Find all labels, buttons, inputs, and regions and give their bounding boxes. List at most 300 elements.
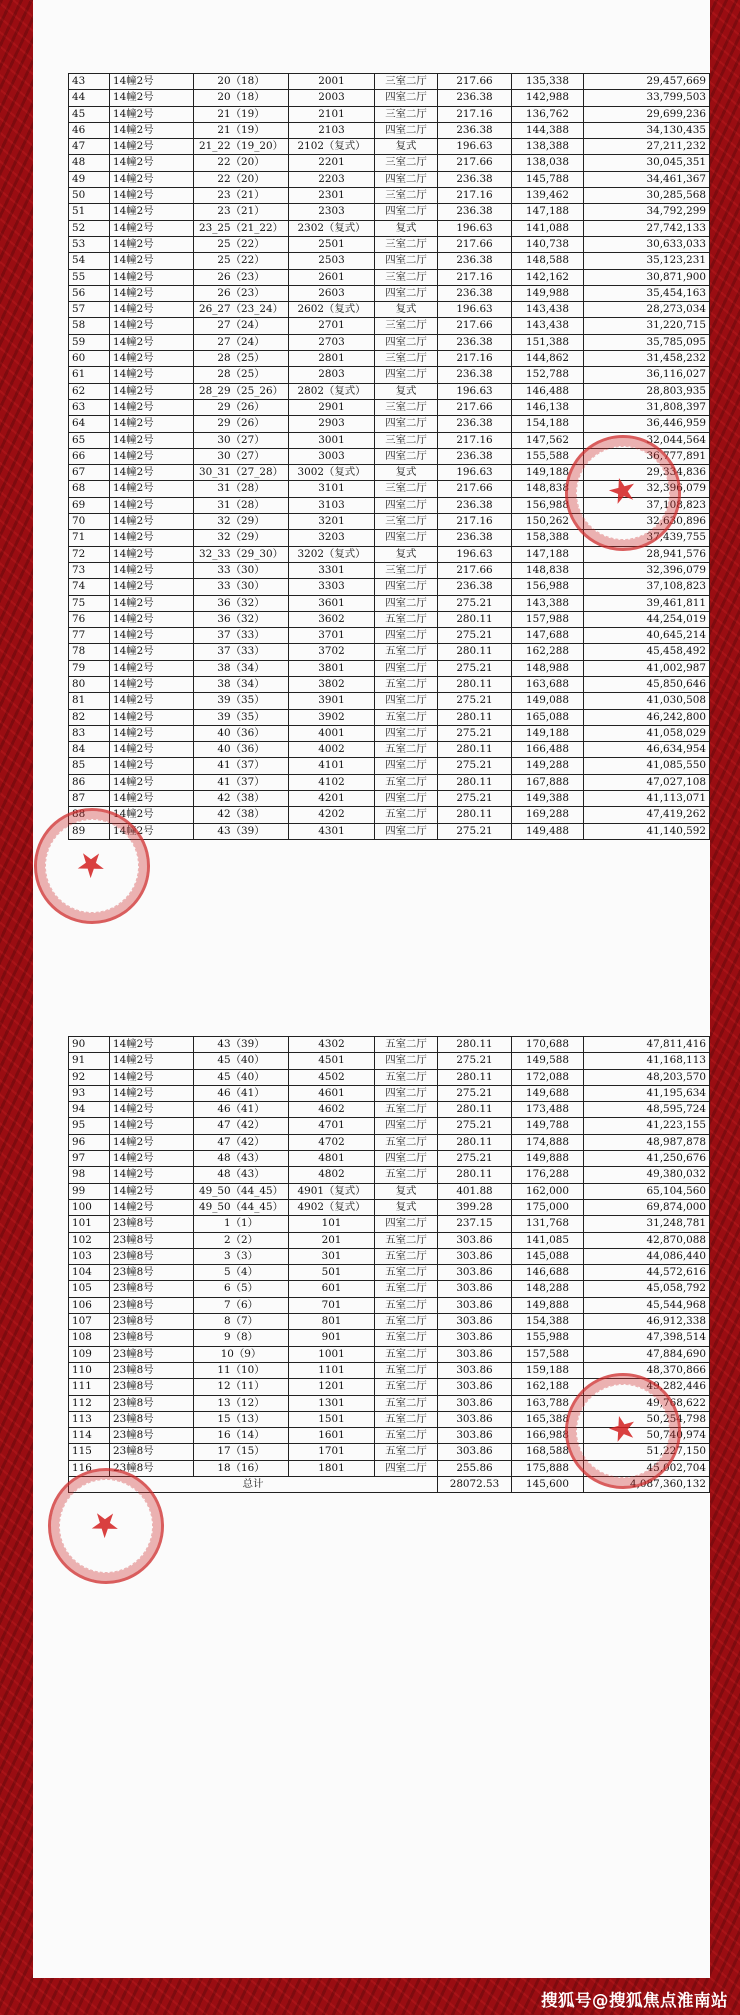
table-cell: 158,388	[512, 530, 584, 546]
table-row	[69, 1069, 710, 1085]
table-cell: 41（37）	[194, 758, 289, 774]
table-cell: 255.86	[438, 1460, 512, 1476]
table-cell: 3301	[289, 562, 375, 578]
table-cell: 41,195,634	[584, 1085, 710, 1101]
table-cell: 104	[69, 1265, 110, 1281]
table-cell: 217.16	[438, 188, 512, 204]
table-cell: 14幢2号	[110, 660, 194, 676]
table-row	[69, 90, 710, 106]
table-cell: 三室二厅	[375, 562, 438, 578]
table-cell: 75	[69, 595, 110, 611]
table-cell: 14幢2号	[110, 122, 194, 138]
table-cell: 45（40）	[194, 1069, 289, 1085]
table-cell: 25（22）	[194, 236, 289, 252]
table-cell: 17（15）	[194, 1444, 289, 1460]
table-cell: 101	[289, 1216, 375, 1232]
table-cell: 303.86	[438, 1428, 512, 1444]
table-cell: 236.38	[438, 285, 512, 301]
table-cell: 14幢2号	[110, 497, 194, 513]
total-cell: 28072.53	[438, 1477, 512, 1493]
table-cell: 29,457,669	[584, 74, 710, 90]
table-cell: 四室二厅	[375, 285, 438, 301]
table-cell: 四室二厅	[375, 660, 438, 676]
table-cell: 149,488	[512, 823, 584, 839]
table-cell: 23幢8号	[110, 1428, 194, 1444]
table-cell: 32（29）	[194, 530, 289, 546]
table-cell: 14幢2号	[110, 595, 194, 611]
table-cell: 45,458,492	[584, 644, 710, 660]
table-cell: 111	[69, 1379, 110, 1395]
table-cell: 41,058,029	[584, 725, 710, 741]
table-cell: 147,562	[512, 432, 584, 448]
table-cell: 139,462	[512, 188, 584, 204]
table-cell: 149,988	[512, 285, 584, 301]
table-cell: 3202（复式）	[289, 546, 375, 562]
table-cell: 14幢2号	[110, 628, 194, 644]
table-row	[69, 1183, 710, 1199]
table-cell: 236.38	[438, 530, 512, 546]
table-cell: 109	[69, 1346, 110, 1362]
table-row	[69, 791, 710, 807]
table-cell: 48（43）	[194, 1151, 289, 1167]
table-cell: 43（39）	[194, 823, 289, 839]
table-cell: 201	[289, 1232, 375, 1248]
table-cell: 28（25）	[194, 367, 289, 383]
table-cell: 五室二厅	[375, 1444, 438, 1460]
table-cell: 五室二厅	[375, 1281, 438, 1297]
table-cell: 四室二厅	[375, 1085, 438, 1101]
table-cell: 37（33）	[194, 644, 289, 660]
table-cell: 32,396,079	[584, 481, 710, 497]
table-cell: 303.86	[438, 1330, 512, 1346]
table-cell: 22（20）	[194, 155, 289, 171]
table-cell: 303.86	[438, 1379, 512, 1395]
table-cell: 1301	[289, 1395, 375, 1411]
table-cell: 141,085	[512, 1232, 584, 1248]
table-cell: 217.66	[438, 562, 512, 578]
table-cell: 36（32）	[194, 611, 289, 627]
table-row	[69, 1102, 710, 1118]
table-cell: 1601	[289, 1428, 375, 1444]
table-cell: 36,116,027	[584, 367, 710, 383]
table-row	[69, 1118, 710, 1134]
table-cell: 156,988	[512, 497, 584, 513]
table-cell: 29,334,836	[584, 465, 710, 481]
table-cell: 44	[69, 90, 110, 106]
table-cell: 14幢2号	[110, 758, 194, 774]
table-cell: 16（14）	[194, 1428, 289, 1444]
table-cell: 80	[69, 676, 110, 692]
table-cell: 3902	[289, 709, 375, 725]
table-cell: 116	[69, 1460, 110, 1476]
table-cell: 46,912,338	[584, 1314, 710, 1330]
table-cell: 2201	[289, 155, 375, 171]
table-cell: 14幢2号	[110, 155, 194, 171]
table-cell: 47,811,416	[584, 1037, 710, 1053]
table-cell: 3601	[289, 595, 375, 611]
table-cell: 217.66	[438, 399, 512, 415]
table-cell: 14幢2号	[110, 302, 194, 318]
table-cell: 23幢8号	[110, 1444, 194, 1460]
table-cell: 280.11	[438, 774, 512, 790]
table-row	[69, 693, 710, 709]
table-cell: 23幢8号	[110, 1395, 194, 1411]
table-cell: 275.21	[438, 1151, 512, 1167]
table-cell: 五室二厅	[375, 1379, 438, 1395]
table-row	[69, 236, 710, 252]
table-cell: 14幢2号	[110, 399, 194, 415]
table-cell: 280.11	[438, 1167, 512, 1183]
table-cell: 36（32）	[194, 595, 289, 611]
table-cell: 14幢2号	[110, 74, 194, 90]
table-cell: 280.11	[438, 1102, 512, 1118]
table-cell: 5（4）	[194, 1265, 289, 1281]
table-cell: 复式	[375, 465, 438, 481]
table-cell: 47,419,262	[584, 807, 710, 823]
table-cell: 26（23）	[194, 269, 289, 285]
table-cell: 54	[69, 253, 110, 269]
table-cell: 4901（复式）	[289, 1183, 375, 1199]
table-cell: 40（36）	[194, 725, 289, 741]
table-cell: 2903	[289, 416, 375, 432]
table-cell: 801	[289, 1314, 375, 1330]
table-cell: 2（2）	[194, 1232, 289, 1248]
table-cell: 39,461,811	[584, 595, 710, 611]
table-cell: 14幢2号	[110, 465, 194, 481]
table-cell: 46（41）	[194, 1102, 289, 1118]
table-cell: 23幢8号	[110, 1248, 194, 1264]
table-cell: 56	[69, 285, 110, 301]
table-cell: 32,044,564	[584, 432, 710, 448]
table-cell: 162,288	[512, 644, 584, 660]
table-cell: 303.86	[438, 1346, 512, 1362]
table-cell: 4002	[289, 742, 375, 758]
table-cell: 4801	[289, 1151, 375, 1167]
table-row	[69, 1199, 710, 1215]
table-cell: 275.21	[438, 725, 512, 741]
table-cell: 四室二厅	[375, 823, 438, 839]
table-cell: 14幢2号	[110, 334, 194, 350]
table-cell: 四室二厅	[375, 1053, 438, 1069]
table-cell: 3901	[289, 693, 375, 709]
table-cell: 401.88	[438, 1183, 512, 1199]
table-cell: 59	[69, 334, 110, 350]
table-cell: 601	[289, 1281, 375, 1297]
table-cell: 47,884,690	[584, 1346, 710, 1362]
table-cell: 68	[69, 481, 110, 497]
table-row	[69, 122, 710, 138]
table-cell: 303.86	[438, 1314, 512, 1330]
table-cell: 14幢2号	[110, 204, 194, 220]
table-cell: 32（29）	[194, 514, 289, 530]
table-cell: 14幢2号	[110, 1134, 194, 1150]
table-cell: 280.11	[438, 1134, 512, 1150]
table-cell: 14幢2号	[110, 285, 194, 301]
table-cell: 4501	[289, 1053, 375, 1069]
table-cell: 280.11	[438, 611, 512, 627]
table-cell: 142,988	[512, 90, 584, 106]
table-row	[69, 1265, 710, 1281]
table-row	[69, 823, 710, 839]
table-cell: 30,633,033	[584, 236, 710, 252]
table-cell: 236.38	[438, 497, 512, 513]
table-cell: 14幢2号	[110, 318, 194, 334]
table-cell: 复式	[375, 1183, 438, 1199]
table-cell: 三室二厅	[375, 432, 438, 448]
table-row	[69, 269, 710, 285]
table-cell: 217.16	[438, 514, 512, 530]
table-cell: 4701	[289, 1118, 375, 1134]
table-cell: 175,888	[512, 1460, 584, 1476]
table-cell: 196.63	[438, 465, 512, 481]
table-cell: 136,762	[512, 106, 584, 122]
table-cell: 64	[69, 416, 110, 432]
table-cell: 23幢8号	[110, 1460, 194, 1476]
table-cell: 14幢2号	[110, 1085, 194, 1101]
table-cell: 五室二厅	[375, 1102, 438, 1118]
table-cell: 27,742,133	[584, 220, 710, 236]
table-cell: 14幢2号	[110, 514, 194, 530]
table-cell: 四室二厅	[375, 530, 438, 546]
table-cell: 51	[69, 204, 110, 220]
table-cell: 217.66	[438, 481, 512, 497]
table-cell: 275.21	[438, 628, 512, 644]
table-cell: 五室二厅	[375, 1232, 438, 1248]
table-cell: 26（23）	[194, 285, 289, 301]
table-cell: 217.66	[438, 74, 512, 90]
table-cell: 99	[69, 1183, 110, 1199]
table-row	[69, 742, 710, 758]
table-cell: 303.86	[438, 1395, 512, 1411]
table-cell: 45,002,704	[584, 1460, 710, 1476]
table-cell: 217.16	[438, 432, 512, 448]
table-row	[69, 758, 710, 774]
table-cell: 94	[69, 1102, 110, 1118]
table-cell: 31（28）	[194, 497, 289, 513]
table-cell: 37,108,823	[584, 497, 710, 513]
table-cell: 47（42）	[194, 1134, 289, 1150]
table-cell: 36,446,959	[584, 416, 710, 432]
table-cell: 1（1）	[194, 1216, 289, 1232]
table-cell: 28（25）	[194, 351, 289, 367]
table-cell: 23幢8号	[110, 1314, 194, 1330]
table-cell: 50	[69, 188, 110, 204]
table-cell: 14幢2号	[110, 611, 194, 627]
table-cell: 2603	[289, 285, 375, 301]
table-row	[69, 367, 710, 383]
table-cell: 14幢2号	[110, 1037, 194, 1053]
table-cell: 77	[69, 628, 110, 644]
table-cell: 280.11	[438, 1037, 512, 1053]
table-row	[69, 562, 710, 578]
table-cell: 复式	[375, 220, 438, 236]
table-cell: 20（18）	[194, 90, 289, 106]
table-cell: 29（26）	[194, 416, 289, 432]
table-cell: 2001	[289, 74, 375, 90]
table-row	[69, 644, 710, 660]
table-cell: 280.11	[438, 807, 512, 823]
table-cell: 14幢2号	[110, 676, 194, 692]
table-cell: 2102（复式）	[289, 139, 375, 155]
table-cell: 236.38	[438, 171, 512, 187]
table-cell: 275.21	[438, 1118, 512, 1134]
table-cell: 146,688	[512, 1265, 584, 1281]
table-cell: 280.11	[438, 644, 512, 660]
table-cell: 14幢2号	[110, 432, 194, 448]
table-cell: 29（26）	[194, 399, 289, 415]
table-cell: 149,388	[512, 791, 584, 807]
table-cell: 48	[69, 155, 110, 171]
table-cell: 3003	[289, 448, 375, 464]
table-cell: 五室二厅	[375, 611, 438, 627]
table-cell: 33（30）	[194, 562, 289, 578]
table-row	[69, 1297, 710, 1313]
table-cell: 166,488	[512, 742, 584, 758]
table-cell: 五室二厅	[375, 676, 438, 692]
table-cell: 275.21	[438, 595, 512, 611]
table-cell: 46（41）	[194, 1085, 289, 1101]
table-cell: 65,104,560	[584, 1183, 710, 1199]
table-cell: 217.16	[438, 269, 512, 285]
table-cell: 36,777,891	[584, 448, 710, 464]
table-cell: 37（33）	[194, 628, 289, 644]
table-cell: 149,288	[512, 758, 584, 774]
table-cell: 三室二厅	[375, 106, 438, 122]
table-cell: 44,572,616	[584, 1265, 710, 1281]
table-cell: 23幢8号	[110, 1346, 194, 1362]
table-cell: 170,688	[512, 1037, 584, 1053]
table-cell: 57	[69, 302, 110, 318]
table-cell: 28_29（25_26）	[194, 383, 289, 399]
table-cell: 29,699,236	[584, 106, 710, 122]
table-row	[69, 725, 710, 741]
table-cell: 五室二厅	[375, 1314, 438, 1330]
table-cell: 五室二厅	[375, 1248, 438, 1264]
table-cell: 152,788	[512, 367, 584, 383]
table-cell: 五室二厅	[375, 1134, 438, 1150]
table-cell: 五室二厅	[375, 1167, 438, 1183]
table-cell: 147,188	[512, 546, 584, 562]
table-cell: 7（6）	[194, 1297, 289, 1313]
table-cell: 45	[69, 106, 110, 122]
table-cell: 26_27（23_24）	[194, 302, 289, 318]
table-cell: 167,888	[512, 774, 584, 790]
table-cell: 4502	[289, 1069, 375, 1085]
table-cell: 155,588	[512, 448, 584, 464]
table-cell: 14幢2号	[110, 742, 194, 758]
table-cell: 五室二厅	[375, 807, 438, 823]
table-cell: 25（22）	[194, 253, 289, 269]
table-cell: 23幢8号	[110, 1362, 194, 1378]
table-cell: 46,242,800	[584, 709, 710, 725]
table-cell: 154,188	[512, 416, 584, 432]
table-cell: 46	[69, 122, 110, 138]
table-cell: 48（43）	[194, 1167, 289, 1183]
table-cell: 151,388	[512, 334, 584, 350]
table-cell: 162,000	[512, 1183, 584, 1199]
table-cell: 84	[69, 742, 110, 758]
table-cell: 157,588	[512, 1346, 584, 1362]
table-cell: 92	[69, 1069, 110, 1085]
table-cell: 95	[69, 1118, 110, 1134]
table-cell: 147,688	[512, 628, 584, 644]
table-cell: 三室二厅	[375, 269, 438, 285]
table-cell: 14幢2号	[110, 774, 194, 790]
table-cell: 55	[69, 269, 110, 285]
table-cell: 28,273,034	[584, 302, 710, 318]
table-cell: 三室二厅	[375, 514, 438, 530]
table-cell: 18（16）	[194, 1460, 289, 1476]
table-cell: 14幢2号	[110, 106, 194, 122]
table-cell: 48,203,570	[584, 1069, 710, 1085]
table-cell: 72	[69, 546, 110, 562]
table-cell: 23（21）	[194, 188, 289, 204]
table-cell: 14幢2号	[110, 367, 194, 383]
table-cell: 48,987,878	[584, 1134, 710, 1150]
table-cell: 163,788	[512, 1395, 584, 1411]
table-cell: 303.86	[438, 1281, 512, 1297]
company-seal-stamp: ★	[25, 1445, 187, 1607]
table-cell: 303.86	[438, 1362, 512, 1378]
table-cell: 34,792,299	[584, 204, 710, 220]
table-cell: 143,388	[512, 595, 584, 611]
table-cell: 108	[69, 1330, 110, 1346]
table-cell: 五室二厅	[375, 1265, 438, 1281]
table-cell: 3802	[289, 676, 375, 692]
table-cell: 4602	[289, 1102, 375, 1118]
table-cell: 115	[69, 1444, 110, 1460]
table-cell: 14幢2号	[110, 1199, 194, 1215]
table-cell: 149,588	[512, 1053, 584, 1069]
table-cell: 217.66	[438, 155, 512, 171]
table-cell: 149,188	[512, 465, 584, 481]
table-cell: 四室二厅	[375, 1151, 438, 1167]
table-cell: 43（39）	[194, 1037, 289, 1053]
table-cell: 196.63	[438, 139, 512, 155]
table-cell: 175,000	[512, 1199, 584, 1215]
table-cell: 五室二厅	[375, 1069, 438, 1085]
table-cell: 4102	[289, 774, 375, 790]
table-cell: 四室二厅	[375, 579, 438, 595]
table-cell: 112	[69, 1395, 110, 1411]
table-cell: 236.38	[438, 579, 512, 595]
table-cell: 2101	[289, 106, 375, 122]
table-cell: 98	[69, 1167, 110, 1183]
table-cell: 四室二厅	[375, 791, 438, 807]
table-cell: 四室二厅	[375, 758, 438, 774]
table-cell: 3（3）	[194, 1248, 289, 1264]
table-row	[69, 416, 710, 432]
table-row	[69, 1085, 710, 1101]
table-cell: 131,768	[512, 1216, 584, 1232]
table-cell: 14幢2号	[110, 1183, 194, 1199]
table-cell: 196.63	[438, 383, 512, 399]
table-cell: 87	[69, 791, 110, 807]
table-cell: 38（34）	[194, 676, 289, 692]
table-row	[69, 1346, 710, 1362]
table-row	[69, 1134, 710, 1150]
table-cell: 13（12）	[194, 1395, 289, 1411]
table-cell: 四室二厅	[375, 497, 438, 513]
table-cell: 四室二厅	[375, 1460, 438, 1476]
table-cell: 46,634,954	[584, 742, 710, 758]
table-cell: 2803	[289, 367, 375, 383]
table-cell: 五室二厅	[375, 709, 438, 725]
table-cell: 8（7）	[194, 1314, 289, 1330]
table-cell: 23幢8号	[110, 1281, 194, 1297]
table-cell: 五室二厅	[375, 1297, 438, 1313]
table-cell: 五室二厅	[375, 774, 438, 790]
